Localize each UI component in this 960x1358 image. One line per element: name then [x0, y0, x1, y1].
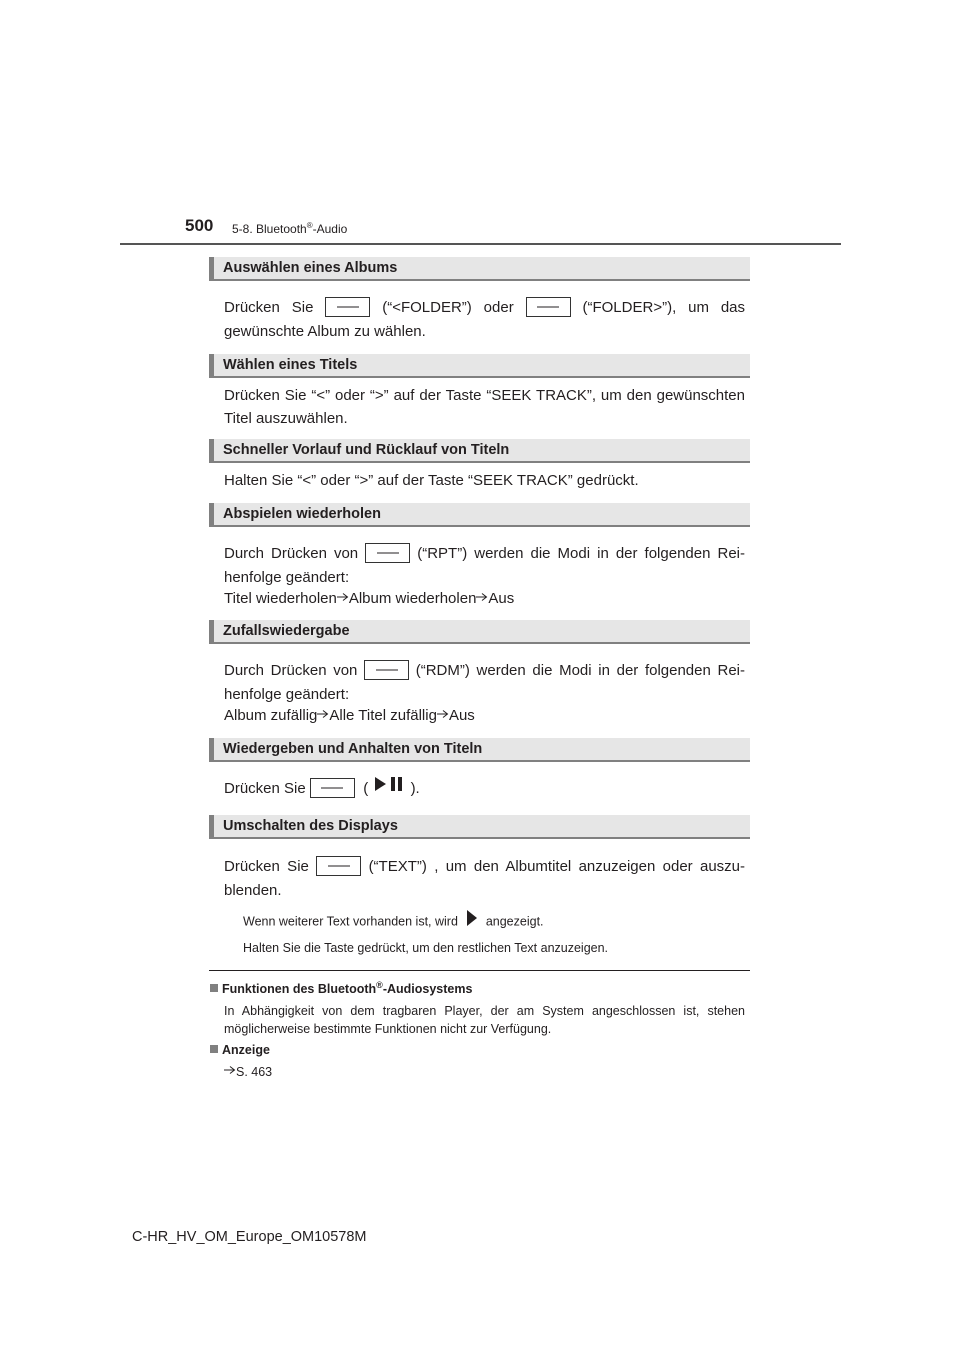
section-heading-album: Auswählen eines Albums: [209, 257, 750, 281]
bullet-square-icon: [210, 984, 218, 992]
fast-forward-instruction: Halten Sie “<” oder “>” auf der Taste “SEEK TRACK” gedrückt.: [224, 472, 639, 489]
play-pause-icon: [372, 775, 406, 800]
document-id: C-HR_HV_OM_Europe_OM10578M: [132, 1229, 367, 1245]
section-heading-fast-forward: Schneller Vorlauf und Rücklauf von Titeln: [209, 439, 750, 463]
info-reference-display: S. 463: [224, 1063, 745, 1081]
repeat-mode-sequence: Titel wiederholen Album wiederholen Aus: [224, 587, 745, 610]
registered-mark: ®: [306, 221, 313, 230]
chapter-suffix: -Audio: [312, 222, 348, 236]
bullet-square-icon: [210, 1045, 218, 1053]
display-note-1: Wenn weiterer Text vorhanden ist, wird angezeigt.: [243, 911, 743, 933]
play-pause-button-icon: [310, 778, 355, 798]
section-heading-repeat: Abspielen wiederholen: [209, 503, 750, 527]
section-heading-random: Zufallswiedergabe: [209, 620, 750, 644]
info-heading-display: Anzeige: [210, 1043, 270, 1057]
random-mode-sequence: Album zufällig Alle Titel zufällig Aus: [224, 704, 745, 727]
display-instruction-line1: Drücken Sie (“TEXT”) , um den Albumtitel anzuzeigen oder auszu-: [224, 855, 745, 878]
section-heading-play-pause: Wiedergeben und Anhalten von Titeln: [209, 738, 750, 762]
repeat-instruction-line1: Durch Drücken von (“RPT”) werden die Modi in der folgenden Rei-: [224, 542, 745, 565]
folder-prev-button-icon: [325, 297, 370, 317]
album-instruction-line1: Drücken Sie (“<FOLDER”) oder (“FOLDER>”), um das: [224, 296, 745, 319]
arrow-right-icon: [337, 586, 349, 609]
chapter-label: 5-8. Bluetooth: [232, 222, 307, 236]
info-heading-functions: Funktionen des Bluetooth®-Audiosystems: [210, 980, 472, 996]
rdm-button-icon: [364, 660, 409, 680]
page-number: 500: [185, 216, 214, 235]
triangle-right-icon: [465, 908, 479, 933]
display-note-2: Halten Sie die Taste gedrückt, um den restlichen Text anzuzeigen.: [243, 941, 609, 955]
repeat-instruction-line2: henfolge geändert:: [224, 569, 350, 586]
arrow-right-icon: [476, 586, 488, 609]
random-instruction-line1: Durch Drücken von (“RDM”) werden die Modi in der folgenden Rei-: [224, 659, 745, 682]
folder-next-button-icon: [526, 297, 571, 317]
arrow-right-icon: [437, 703, 449, 726]
display-instruction-line2: blenden.: [224, 882, 282, 899]
arrow-right-icon: [224, 1062, 236, 1080]
info-text-functions: In Abhängigkeit von dem tragbaren Player, der am System angeschlossen ist, stehen möglicherweise bestimmte Funktionen nicht zur Verfügung.: [224, 1004, 745, 1036]
arrow-right-icon: [317, 703, 329, 726]
section-heading-track: Wählen eines Titels: [209, 354, 750, 378]
track-instruction: Drücken Sie “<” oder “>” auf der Taste “SEEK TRACK”, um den gewünschten Titel auszuwählen.: [224, 387, 745, 427]
section-heading-display: Umschalten des Displays: [209, 815, 750, 839]
header-divider: [120, 243, 841, 245]
random-instruction-line2: henfolge geändert:: [224, 686, 350, 703]
album-instruction-line2: gewünschte Album zu wählen.: [224, 323, 426, 340]
text-button-icon: [316, 856, 361, 876]
rpt-button-icon: [365, 543, 410, 563]
info-divider: [209, 970, 750, 971]
play-pause-instruction: Drücken Sie ( ).: [224, 777, 745, 800]
chapter-title: [232, 221, 347, 236]
